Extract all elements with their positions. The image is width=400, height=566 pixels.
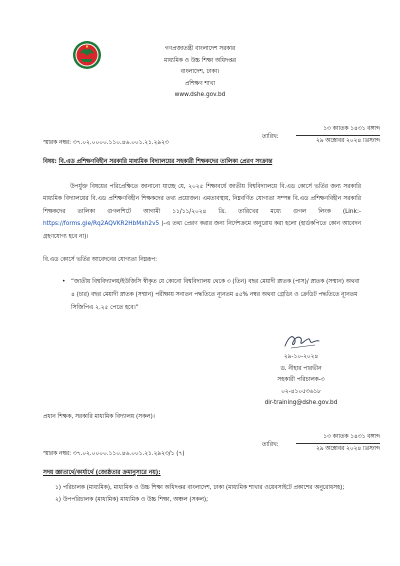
letterhead	[100, 44, 300, 102]
header-line-location: বাংলাদেশ, ঢাকা।	[180, 69, 220, 76]
memo-number-copy: স্মারক নম্বর: ৩৭.০২.০০০০.১১০.৪৬.০০১.২১.২৯২৩/১ (৭)	[43, 451, 185, 457]
date-gregorian: ২৯ অক্টোবর ২০২৪ খ্রিস্টাব্দ	[315, 446, 380, 452]
signature-image	[281, 330, 321, 352]
header-line-section: প্রশিক্ষণ শাখা	[184, 80, 216, 87]
date-label: তারিখ:	[262, 134, 279, 140]
date-bangla: ১৩ কার্তিক ১৪৩১ বঙ্গাব্দ	[296, 434, 380, 444]
signature-date: ২৯-১০-২০২৪	[283, 354, 319, 360]
body-text-before-link: উপর্যুক্ত বিষয়ের পরিপ্রেক্ষিতে জানানো যাচ্ছে যে, ২০২৫ শিক্ষাবর্ষে জাতীয় বিশ্ববিদ্যালয়ে বি.এড কোর্সে ভর্তির জন্য সরকারি মাধ্যমিক বিদ্যালয়ের বি.এড প্রশিক্ষণবিহীন শিক্ষকদের তথ্য প্রয়োজন। এমতাবস্থায়, নিম্নবর্ণিত যোগ্যতা সম্পন্ন বি.এড প্রশিক্ষণবিহীন সরকারি শিক্ষকদের তালিকা গুগলশিটে আগামী ১১/১১/২০২৪ খ্রি. তারিখের মধ্যে গুগল লিংক (Link:-	[43, 184, 361, 215]
header-line-directorate: মাধ্যমিক ও উচ্চ শিক্ষা অধিদপ্তর	[164, 57, 236, 64]
bangladesh-government-emblem-icon	[72, 40, 102, 70]
subject-label: বিষয়:	[43, 159, 57, 165]
date-bangla: ১৩ কার্তিক ১৪৩১ বঙ্গাব্দ	[296, 126, 380, 136]
subject-line	[43, 159, 363, 166]
signatory-name: ড. নীহার পারভীন	[280, 365, 322, 372]
list-item: ২) উপপরিচালক (মাধ্যমিক) মাধ্যমিক ও উচ্চ শিক্ষা, অঞ্চল (সকল);	[55, 497, 209, 503]
eligibility-item-text: “জাতীয় বিশ্ববিদ্যালয়/ইউজিসি স্বীকৃত যে কোনো বিশ্ববিদ্যালয় থেকে ৩ (তিন) বছর মেয়াদী স্নাতক (পাস)/ স্নাতক (সম্মান) অথবা ৪ (চার) বছর মেয়াদী স্নাতক (সম্মান) পরীক্ষায় সনাতন পদ্ধতিতে ন্যূনতম ৪৫% নম্বর অথবা গ্রেডিং ও ক্রেডিট পদ্ধতিতে ন্যূনতম সিজিপিএ ২.২৫ পেতে হবে।”	[71, 279, 360, 311]
date-gregorian: ২৯ অক্টোবর ২০২৪ খ্রিস্টাব্দ	[315, 138, 380, 144]
signature-block	[245, 330, 357, 410]
signatory-email: dir-training@dshe.gov.bd	[264, 400, 338, 407]
bullet-marker: •	[62, 279, 66, 285]
memo-number: স্মারক নম্বর: ৩৭.০২.০০০০.১১০.৪৬.০০১.২১.২৯২৩	[43, 140, 169, 146]
header-line-website: www.dshe.gov.bd	[174, 92, 226, 99]
eligibility-heading: বি.এড কোর্সে ভর্তির আবেদনের যোগ্যতা নিম্নরূপ:	[43, 257, 158, 263]
body-paragraph	[43, 181, 361, 243]
body-text-after-link: )-এ তথ্য প্রেরণ করার জন্য নির্দেশক্রমে অনুরোধ করা হলো (হার্ডকপিতে কোন আবেদন গ্রহণযোগ্য হবে না)।	[43, 221, 361, 240]
copy-to-list	[55, 482, 365, 506]
signatory-phone: ০২-৪১০৫৩৬১৮	[281, 388, 321, 395]
list-item: ১) পরিচালক (মাধ্যমিক), মাধ্যমিক ও উচ্চ শিক্ষা অধিদপ্তর বাংলাদেশ, ঢাকা (মাধ্যমিক শাখার ওয়েবসাইটে প্রকাশের অনুরোধসহ);	[55, 485, 345, 491]
copy-to-heading: সদয় জ্ঞাতার্থে/কার্যার্থে (জ্যেষ্ঠতার ক্রমানুসারে নয়):	[43, 470, 161, 476]
google-form-link[interactable]: https://forms.gle/Rq2AQVKR2HbMxh2v5	[43, 221, 160, 228]
date-label: তারিখ:	[262, 442, 279, 448]
subject-text: বি.এড প্রশিক্ষণবিহীন সরকারি মাধ্যমিক বিদ্যালয়ের সহকারী শিক্ষকদের তালিকা প্রেরণ সংক্রান্ত	[58, 159, 273, 165]
recipient: প্রধান শিক্ষক, সরকারি মাধ্যমিক বিদ্যালয় (সকল)।	[43, 414, 155, 420]
signatory-designation: সহকারী পরিচালক-৩	[277, 377, 325, 384]
header-line-government: গণপ্রজাতন্ত্রী বাংলাদেশ সরকার	[164, 46, 236, 52]
